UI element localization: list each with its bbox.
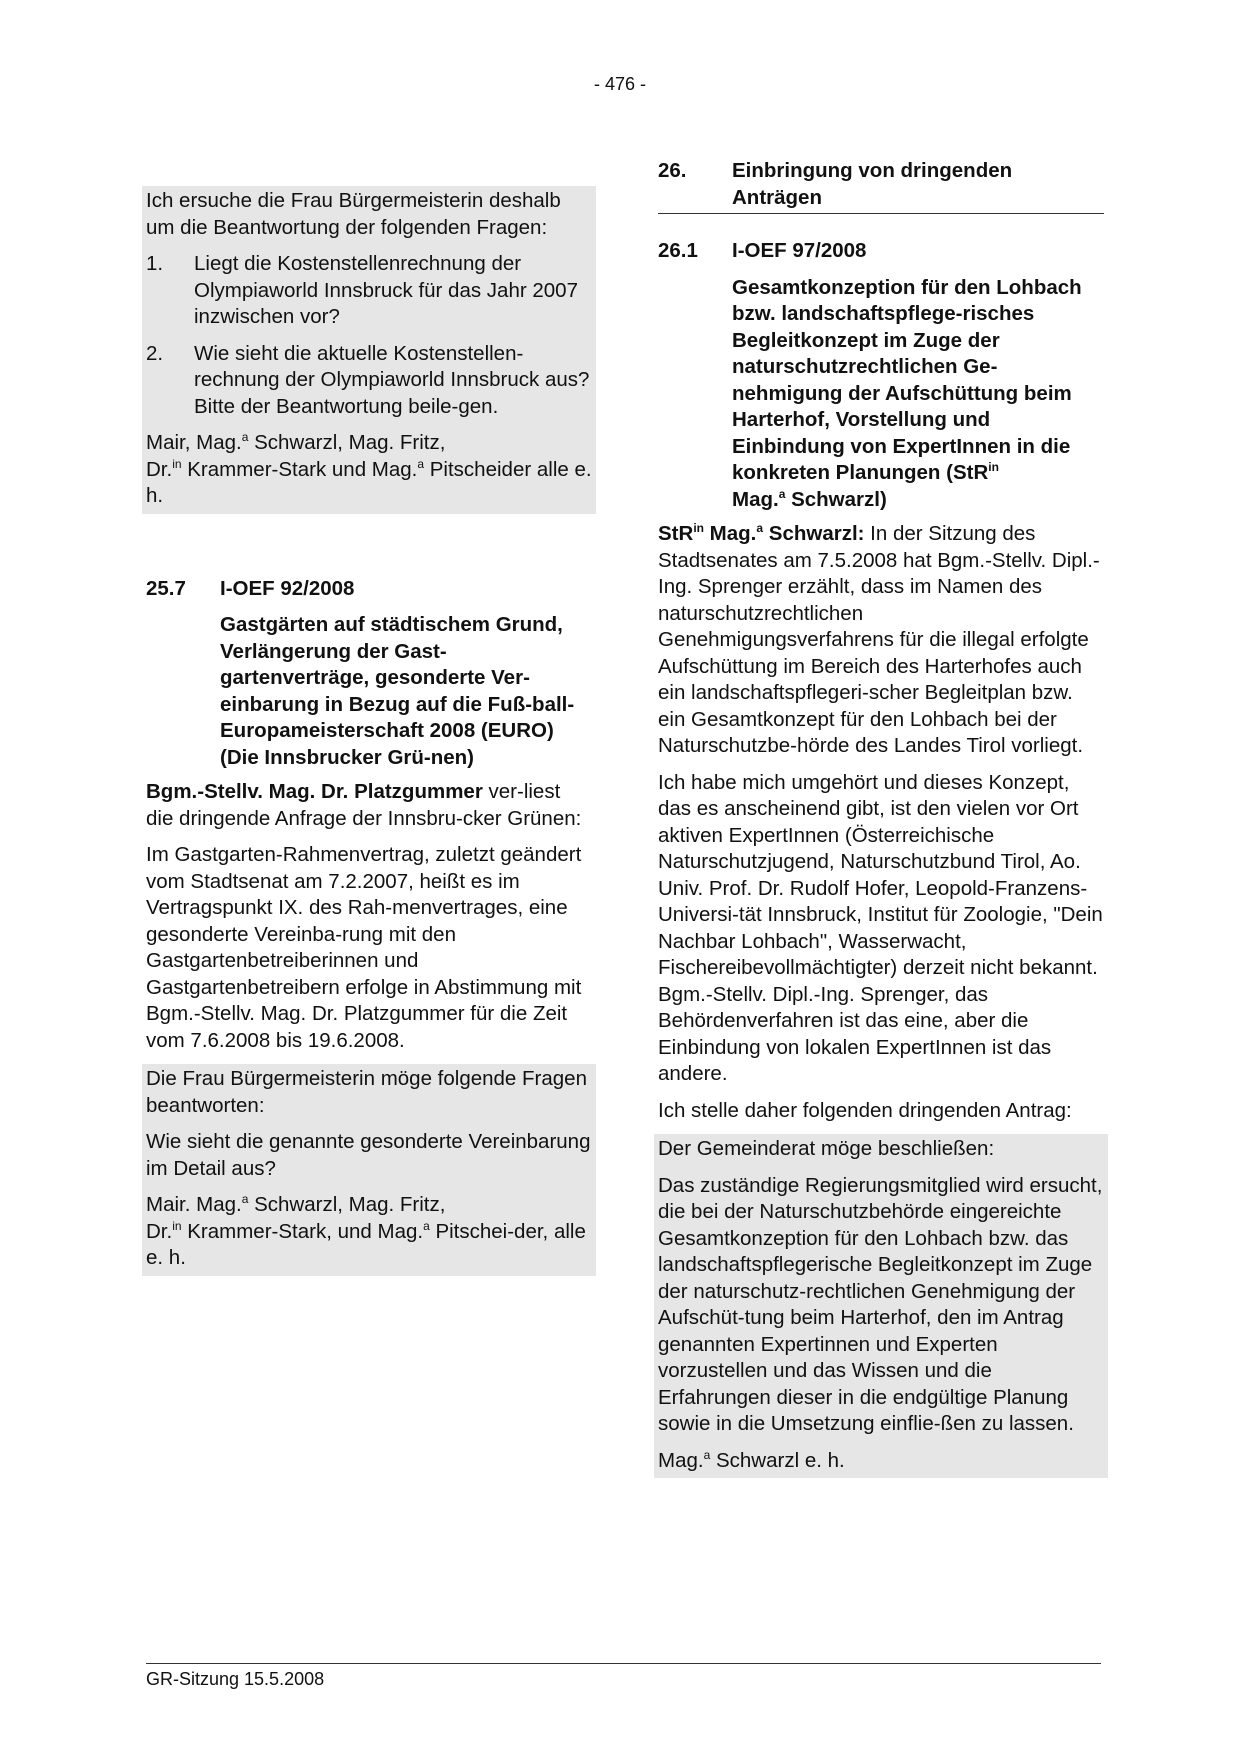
speaker-name: StR$^{in}$ Mag.$^a$ Schwarzl: xyxy=(658,521,865,545)
footer-text: GR-Sitzung 15.5.2008 xyxy=(146,1669,325,1689)
box-paragraph: Der Gemeinderat möge beschließen: xyxy=(658,1137,995,1160)
box-paragraph: Das zuständige Regierungsmitglied wird ersucht, die bei der Naturschutzbehörde eingereichte Gesamtkonzeption für den Lohbach bzw. das landschaftspflegerische Begleitkonzept im Zuge der naturschutz-rechtlichen Genehmigung der Aufschüt-tung beim Harterhof, den im Antrag genannten Expertinnen und Experten vorzustellen und das Wissen und die Erfahrungen dieser in die endgültige Planung sowie in die Umsetzung einflie-ßen zu lassen. xyxy=(658,1173,1103,1435)
question-item-2 xyxy=(146,341,592,421)
box-paragraph: Die Frau Bürgermeisterin möge folgende Fragen beantworten: xyxy=(146,1067,587,1117)
section-number: 25.7 xyxy=(146,576,186,600)
question-box xyxy=(142,186,596,514)
section-title: Gesamtkonzeption für den Lohbach bzw. landschaftspflege-risches Begleitkonzept im Zuge der naturschutzrechtlichen Ge-nehmigung der Aufschüttung beim Harterhof, Vorstellung und Einbindung von ExpertInnen in die konkreten Planungen (StR$^{in}$ Mag.$^a$ Schwarzl) xyxy=(732,275,1082,511)
question-box-2 xyxy=(142,1064,596,1276)
left-column xyxy=(146,186,592,1276)
right-column xyxy=(658,158,1104,1478)
section-id: I-OEF 92/2008 xyxy=(220,576,355,600)
question-text: Wie sieht die aktuelle Kostenstellen-rechnung der Olympiaworld Innsbruck aus? Bitte der Beantwortung beile-gen. xyxy=(194,341,590,418)
section-heading-25-7 xyxy=(146,576,592,603)
body-paragraph: Ich habe mich umgehört und dieses Konzept, das es anscheinend gibt, ist den vielen vor Ort aktiven ExpertInnen (Österreichische Naturschutzjugend, Naturschutzbund Tirol, Ao. Univ. Prof. Dr. Rudolf Hofer, Leopold-Franzens-Universi-tät Innsbruck, Institut für Zoologie, "Dein Nachbar Lohbach", Wasserwacht, Fischereibevollmächtigter) derzeit nicht bekannt. Bgm.-Stellv. Dipl.-Ing. Sprenger, das Behördenverfahren ist das eine, aber die Einbindung von lokalen ExpertInnen ist das andere. xyxy=(658,770,1103,1085)
box-paragraph: Wie sieht die genannte gesonderte Vereinbarung im Detail aus? xyxy=(146,1130,591,1180)
speaker-paragraph: StR$^{in}$ Mag.$^a$ Schwarzl: In der Sitzung des Stadtsenates am 7.5.2008 hat Bgm.-Stellv. Dipl.-Ing. Sprenger erzählt, dass im Namen des naturschutzrechtlichen Genehmigungsverfahrens für die illegal erfolgte Aufschüttung im Bereich des Harterhofes auch ein landschaftspflegeri-scher Begleitplan bzw. ein Gesamtkonzept für den Lohbach bei der Naturschutzbe-hörde des Landes Tirol vorliegt. xyxy=(658,521,1100,757)
question-intro: Ich ersuche die Frau Bürgermeisterin deshalb um die Beantwortung der folgenden Fragen: xyxy=(146,189,561,239)
body-paragraph: Ich stelle daher folgenden dringenden Antrag: xyxy=(658,1098,1072,1122)
question-text: Liegt die Kostenstellenrechnung der Olympiaworld Innsbruck für das Jahr 2007 inzwischen vor? xyxy=(194,252,578,328)
signatures: Mair, Mag.$^a$ Schwarzl, Mag. Fritz, Dr.$^{in}$ Krammer-Stark und Mag.$^a$ Pitscheider alle e. h. xyxy=(146,430,592,507)
speaker-paragraph: Bgm.-Stellv. Mag. Dr. Platzgummer ver-liest die dringende Anfrage der Innsbru-cker Grünen: xyxy=(146,780,582,830)
section-number: 26. xyxy=(658,159,687,182)
motion-box xyxy=(654,1134,1108,1478)
section-title: Gastgärten auf städtischem Grund, Verlängerung der Gast-gartenverträge, gesonderte Ver-einbarung in Bezug auf die Fuß-ball-Europameisterschaft 2008 (EURO) (Die Innsbrucker Grü-nen) xyxy=(220,613,575,769)
page-number: - 476 - xyxy=(593,74,647,94)
question-number: 2. xyxy=(146,341,164,365)
signatures: Mag.$^a$ Schwarzl e. h. xyxy=(658,1447,845,1472)
section-heading-26 xyxy=(658,158,1104,214)
body-paragraph: Im Gastgarten-Rahmenvertrag, zuletzt geändert vom Stadtsenat am 7.2.2007, heißt es im Vertragspunkt IX. des Rah-menvertrages, eine gesonderte Vereinba-rung mit den Gastgartenbetreiberinnen und Gastgartenbetreibern erfolge in Abstimmung mit Bgm.-Stellv. Mag. Dr. Platzgummer für die Zeit vom 7.6.2008 bis 19.6.2008. xyxy=(146,843,582,1052)
question-item-1 xyxy=(146,251,592,331)
section-title: Einbringung von dringenden Anträgen xyxy=(732,159,1013,209)
section-id: I-OEF 97/2008 xyxy=(732,239,867,262)
section-number: 26.1 xyxy=(658,239,698,262)
footer-divider xyxy=(146,1663,1101,1664)
section-heading-26-1 xyxy=(658,238,1104,265)
signatures: Mair. Mag.$^a$ Schwarzl, Mag. Fritz, Dr.$^{in}$ Krammer-Stark, und Mag.$^a$ Pitschei-der, alle e. h. xyxy=(146,1192,586,1269)
question-number: 1. xyxy=(146,252,164,275)
speaker-name: Bgm.-Stellv. Mag. Dr. Platzgummer xyxy=(146,780,483,803)
